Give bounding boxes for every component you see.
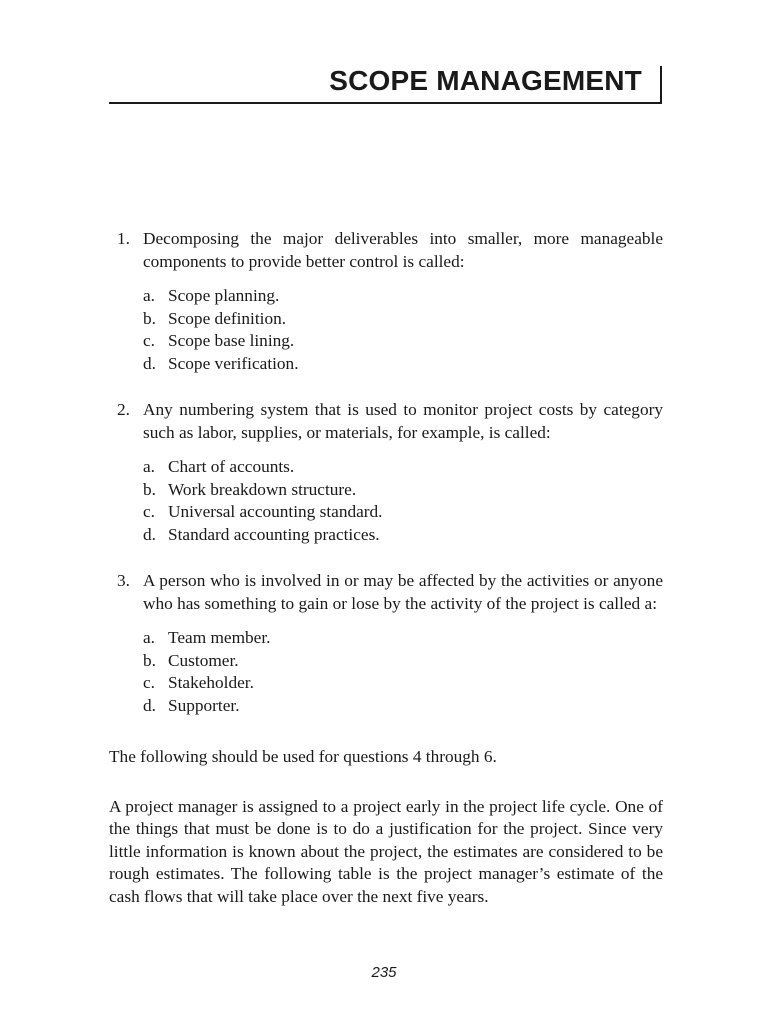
answer-option <box>143 330 663 353</box>
answer-options <box>143 456 663 546</box>
answer-option <box>143 650 663 673</box>
answer-option <box>143 308 663 331</box>
option-letter: d. <box>143 353 156 373</box>
question-3 <box>109 570 663 717</box>
option-text: Supporter. <box>168 695 240 715</box>
option-text: Work breakdown structure. <box>168 479 357 499</box>
option-letter: b. <box>143 479 156 499</box>
question-2 <box>109 399 663 546</box>
question-number: 3. <box>117 571 130 590</box>
option-letter: a. <box>143 286 155 305</box>
option-text: Stakeholder. <box>168 673 254 692</box>
option-letter: d. <box>143 524 156 544</box>
option-text: Scope planning. <box>168 286 280 305</box>
option-text: Chart of accounts. <box>168 457 295 476</box>
answer-option <box>143 456 663 479</box>
answer-options <box>143 627 663 717</box>
question-number: 2. <box>117 400 130 419</box>
option-text: Scope base lining. <box>168 331 295 350</box>
answer-option <box>143 672 663 695</box>
option-letter: c. <box>143 673 155 692</box>
question-1 <box>109 228 663 375</box>
answer-option <box>143 479 663 502</box>
option-text: Standard accounting practices. <box>168 524 380 544</box>
body-paragraph: A project manager is assigned to a project early in the project life cycle. One of the things that must be done is to do a justification for the project. Since very little information is known about the project, the estimates are considered to be rough estimates. The following table is the project manager’s estimate of the cash flows that will take place over the next five years. <box>109 796 663 906</box>
option-letter: c. <box>143 502 155 521</box>
option-letter: b. <box>143 650 156 670</box>
answer-option <box>143 353 663 376</box>
option-text: Team member. <box>168 628 271 647</box>
answer-option <box>143 695 663 718</box>
answer-option <box>143 285 663 308</box>
question-text: Decomposing the major deliverables into smaller, more manageable components to provide better control is called: <box>143 229 663 271</box>
option-text: Scope verification. <box>168 353 299 373</box>
option-letter: b. <box>143 308 156 328</box>
question-text: Any numbering system that is used to monitor project costs by category such as labor, supplies, or materials, for example, is called: <box>143 400 663 442</box>
option-text: Universal accounting standard. <box>168 502 383 521</box>
instruction-note: The following should be used for questions 4 through 6. <box>109 747 497 766</box>
chapter-title: SCOPE MANAGEMENT <box>329 65 642 96</box>
option-text: Scope definition. <box>168 308 287 328</box>
option-letter: a. <box>143 628 155 647</box>
question-text: A person who is involved in or may be affected by the activities or anyone who has something to gain or lose by the activity of the project is called a: <box>143 571 663 613</box>
option-text: Customer. <box>168 650 239 670</box>
option-letter: a. <box>143 457 155 476</box>
page-content <box>109 228 663 908</box>
answer-options <box>143 285 663 375</box>
option-letter: d. <box>143 695 156 715</box>
option-letter: c. <box>143 331 155 350</box>
answer-option <box>143 524 663 547</box>
page-number: 235 <box>371 964 397 981</box>
header-rule <box>660 66 662 102</box>
question-number: 1. <box>117 229 130 248</box>
answer-option <box>143 627 663 650</box>
answer-option <box>143 501 663 524</box>
page-header <box>109 62 662 104</box>
